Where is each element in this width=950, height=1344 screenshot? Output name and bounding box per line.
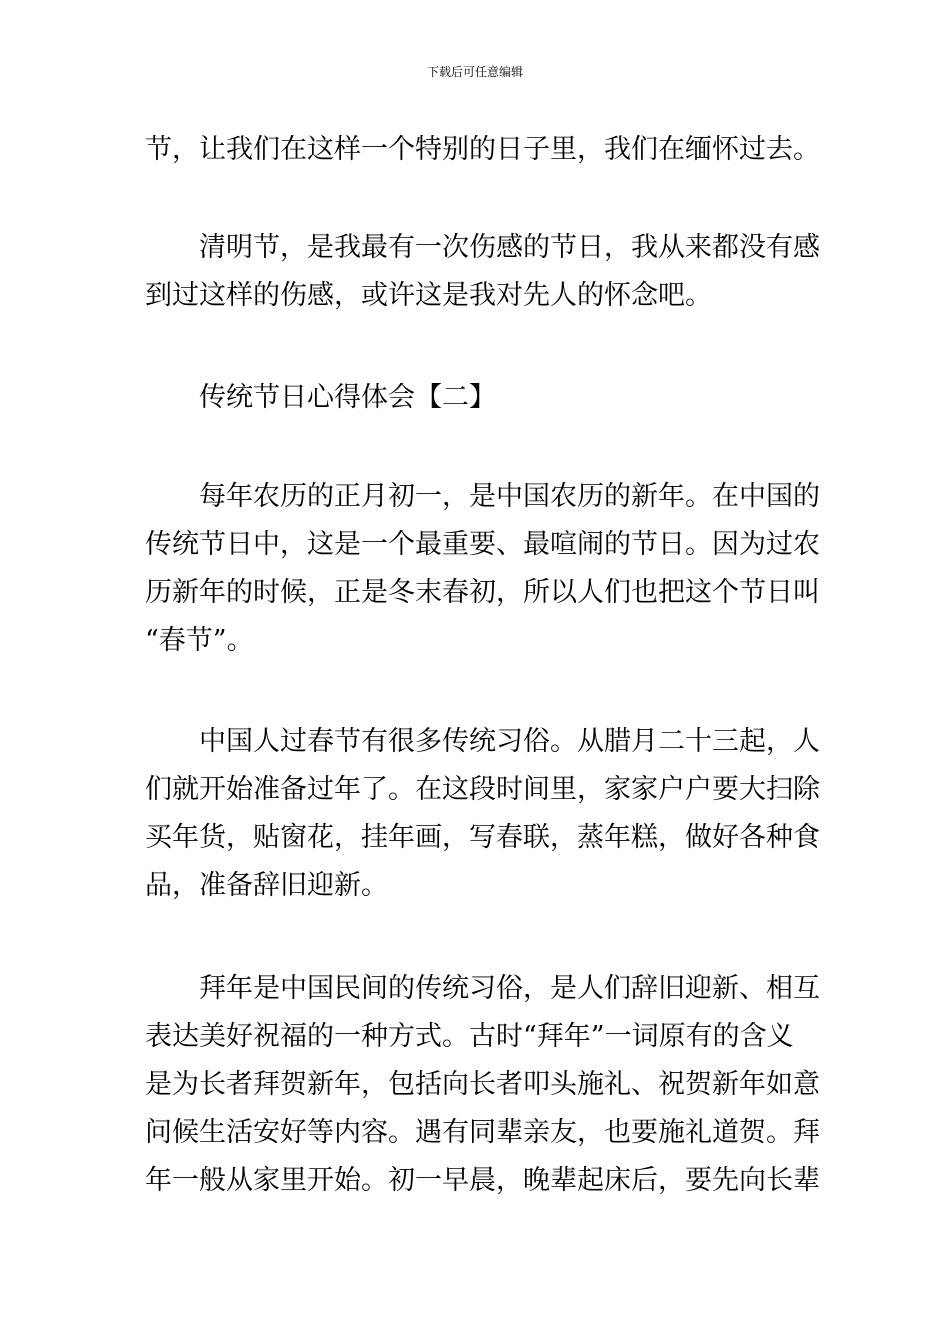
paragraph-1	[145, 126, 820, 174]
text-line: “春节”。	[145, 625, 254, 656]
text-line: 问候生活安好等内容。遇有同辈亲友，也要施礼道贺。拜	[145, 1117, 820, 1148]
text-line: 们就开始准备过年了。在这段时间里，家家户户要大扫除	[145, 774, 820, 805]
text-line: 年一般从家里开始。初一早晨，晚辈起床后，要先向长辈	[145, 1165, 820, 1196]
text-line: 拜年是中国民间的传统习俗，是人们辞旧迎新、相互	[145, 973, 820, 1004]
text-line: 历新年的时候，正是冬末春初，所以人们也把这个节日叫	[145, 577, 820, 608]
paragraph-2	[145, 224, 820, 320]
paragraph-5	[145, 965, 820, 1205]
text-line: 每年农历的正月初一，是中国农历的新年。在中国的	[145, 481, 820, 512]
text-line: 节，让我们在这样一个特别的日子里，我们在缅怀过去。	[145, 134, 820, 165]
section-heading-text: 传统节日心得体会【二】	[145, 382, 496, 413]
text-line: 是为长者拜贺新年，包括向长者叩头施礼、祝贺新年如意	[145, 1069, 820, 1100]
page-header: 下载后可任意编辑	[426, 65, 523, 79]
text-line: 到过这样的伤感，或许这是我对先人的怀念吧。	[145, 280, 712, 311]
text-line: 清明节，是我最有一次伤感的节日，我从来都没有感	[145, 232, 820, 263]
paragraph-4	[145, 718, 820, 910]
paragraph-3	[145, 473, 820, 665]
text-line: 表达美好祝福的一种方式。古时“拜年”一词原有的含义	[145, 1021, 794, 1052]
text-line: 中国人过春节有很多传统习俗。从腊月二十三起，人	[145, 726, 820, 757]
text-line: 品，准备辞旧迎新。	[145, 870, 388, 901]
section-heading	[145, 374, 810, 422]
text-line: 传统节日中，这是一个最重要、最喧闹的节日。因为过农	[145, 529, 820, 560]
text-line: 买年货，贴窗花，挂年画，写春联，蒸年糕，做好各种食	[145, 822, 820, 853]
